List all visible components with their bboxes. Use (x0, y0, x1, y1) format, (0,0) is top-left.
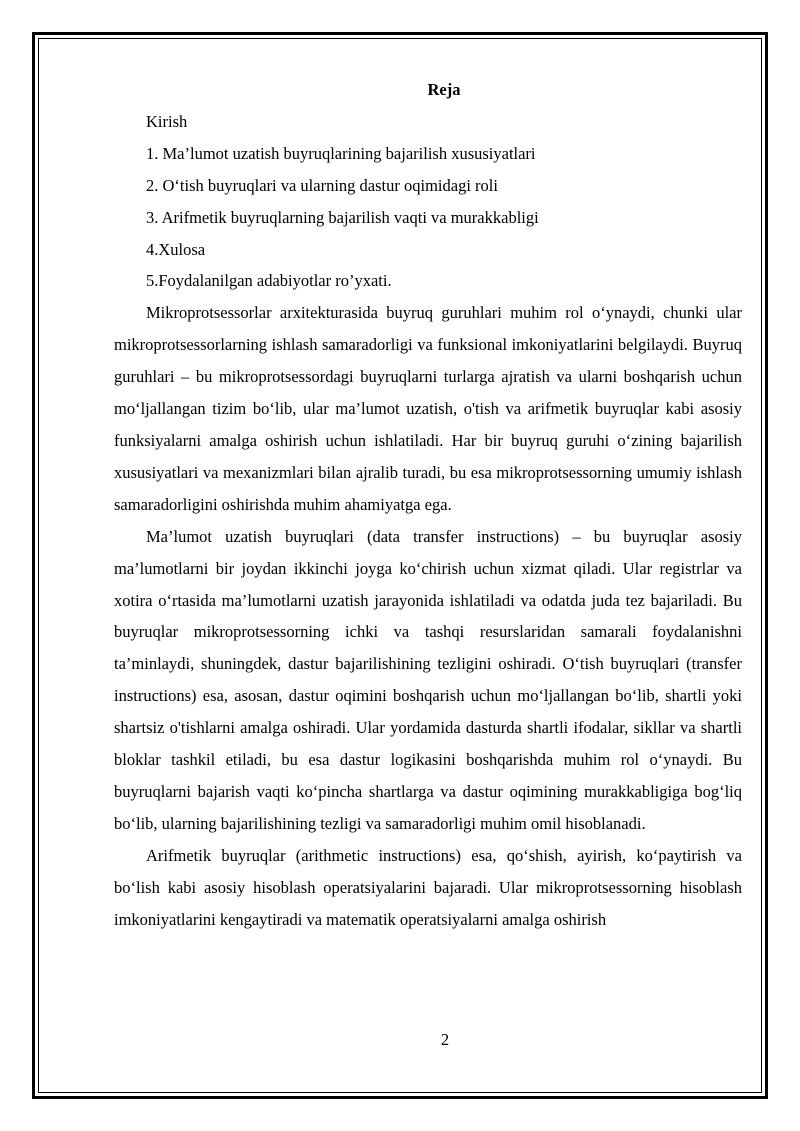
page-number: 2 (440, 1030, 450, 1049)
paragraph-1: Mikroprotsessorlar arxitekturasida buyruq guruhlari muhim rol o‘ynaydi, chunki ular mikroprotsessorlarning ishlash samaradorligi va funksional imkoniyatlarini belgilaydi. Buyruq guruhlari – bu mikroprotsessordagi buyruqlarni turlarga ajratish va ularni boshqarish uchun mo‘ljallangan tizim bo‘lib, ular ma’lumot uzatish, o'tish va arifmetik buyruqlar kabi asosiy funksiyalarni amalga oshirish uchun ishlatiladi. Har bir buyruq guruhi o‘zining bajarilish xususiyatlari va mexanizmlari bilan ajralib turadi, bu esa mikroprotsessorning umumiy ishlash samaradorligini oshirishda muhim ahamiyatga ega. (114, 303, 742, 514)
plan-item-intro: Kirish (146, 111, 188, 131)
plan-item-3: 3. Arifmetik buyruqlarning bajarilish vaqti va murakkabligi (146, 207, 539, 227)
plan-item-conclusion: 4.Xulosa (146, 239, 206, 259)
plan-item-references: 5.Foydalanilgan adabiyotlar ro’yxati. (146, 271, 392, 291)
paragraph-2: Ma’lumot uzatish buyruqlari (data transfer instructions) – bu buyruqlar asosiy ma’lumotlarni bir joydan ikkinchi joyga ko‘chirish uchun xizmat qiladi. Ular registrlar va xotira o‘rtasida ma’lumotlarni uzatish jarayonida ishlatiladi va odatda juda tez bajariladi. Bu buyruqlar mikroprotsessorning ichki va tashqi resurslaridan samarali foydalanishni ta’minlaydi, shuningdek, dastur bajarilishining tezligini oshiradi. O‘tish buyruqlari (transfer instructions) esa, asosan, dastur oqimini boshqarish uchun mo‘ljallangan bo‘lib, shartli yoki shartsiz o'tishlarni amalga oshiradi. Ular yordamida dasturda shartli ifodalar, sikllar va shartli bloklar tashkil etiladi, bu esa dastur logikasini boshqarishda muhim rol o‘ynaydi. Bu buyruqlarni bajarish vaqti ko‘pincha shartlarga va dastur oqimining murakkabligiga bog‘liq bo‘lib, ularning bajarilishining tezligi va samaradorligi muhim omil hisoblanadi. (114, 526, 742, 833)
plan-list (114, 106, 742, 297)
paragraph-3: Arifmetik buyruqlar (arithmetic instructions) esa, qo‘shish, ayirish, ko‘paytirish va bo‘lish kabi asosiy hisoblash operatsiyalarini bajaradi. Ular mikroprotsessorning hisoblash imkoniyatlarini kengaytiradi va matematik operatsiyalarni amalga oshirish (114, 845, 742, 929)
plan-item-1: 1. Ma’lumot uzatish buyruqlarining bajarilish xususiyatlari (146, 143, 536, 163)
document-body (114, 74, 742, 935)
document-title: Reja (427, 80, 461, 99)
plan-item-2: 2. O‘tish buyruqlari va ularning dastur oqimidagi roli (146, 175, 498, 195)
